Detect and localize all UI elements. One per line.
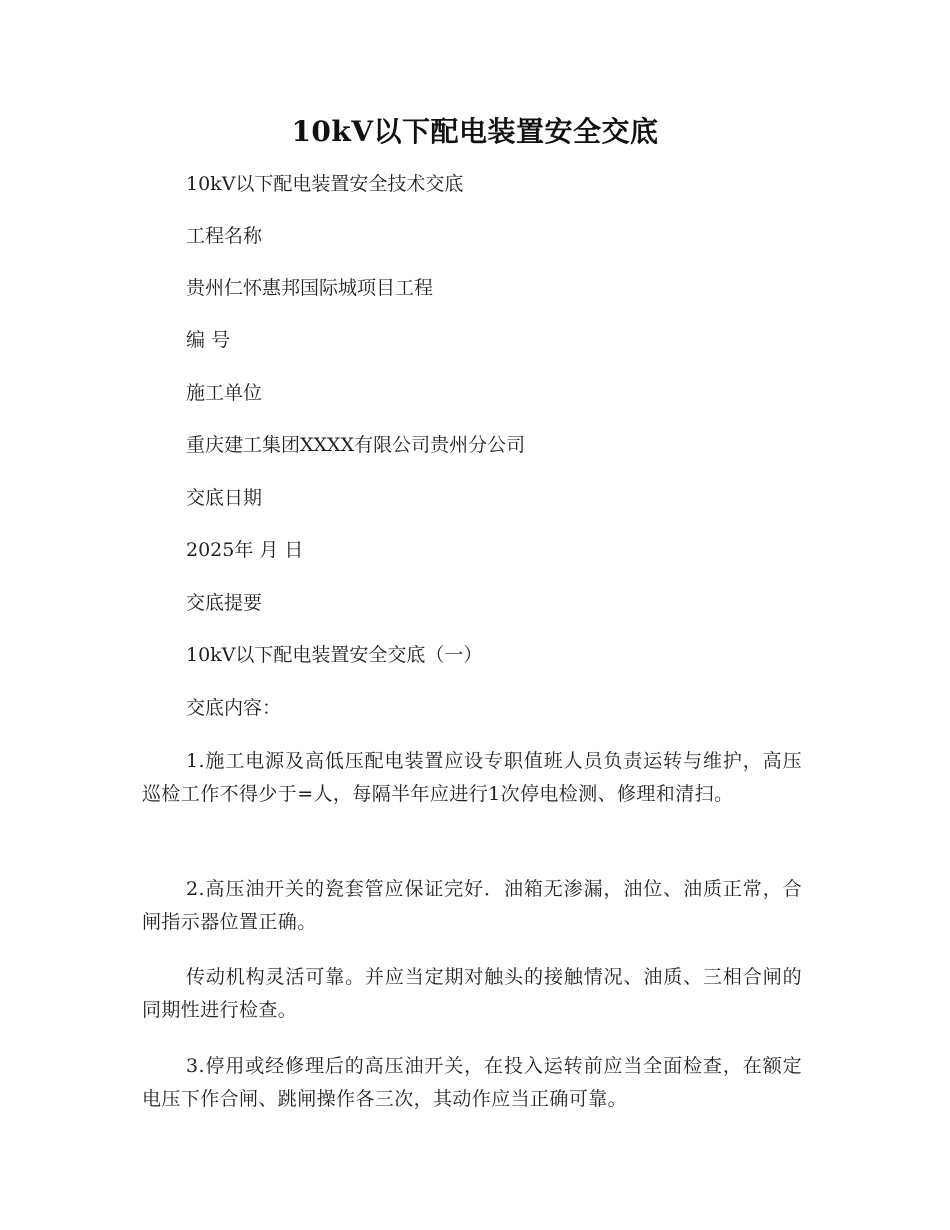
handover-date-value: 2025年 月 日 — [186, 539, 304, 561]
summary-label: 交底提要 — [186, 592, 263, 614]
content-label: 交底内容： — [186, 697, 282, 719]
paragraph-2: 2.高压油开关的瓷套管应保证完好．油箱无渗漏，油位、油质正常，合闸指示器位置正确。 — [142, 878, 802, 933]
subtitle-line: 10kV以下配电装置安全技术交底 — [186, 173, 464, 195]
project-name-label: 工程名称 — [186, 225, 263, 247]
handover-date-label: 交底日期 — [186, 487, 263, 509]
summary-value: 10kV以下配电装置安全交底（一） — [186, 644, 483, 666]
paragraph-4: 3.停用或经修理后的高压油开关，在投入运转前应当全面检查，在额定电压下作合闸、跳闸操作各三次，其动作应当正确可靠。 — [142, 1055, 802, 1110]
construction-unit-label: 施工单位 — [186, 382, 263, 404]
number-label: 编 号 — [186, 329, 231, 351]
paragraph-1: 1.施工电源及高低压配电装置应设专职值班人员负责运转与维护，高压巡检工作不得少于=人，每隔半年应进行1次停电检测、修理和清扫。 — [142, 750, 802, 805]
document-title: 10kV以下配电装置安全交底 — [291, 115, 659, 148]
construction-unit-value: 重庆建工集团XXXX有限公司贵州分公司 — [186, 434, 526, 456]
project-name-value: 贵州仁怀惠邦国际城项目工程 — [186, 277, 434, 299]
paragraph-3: 传动机构灵活可靠。并应当定期对触头的接触情况、油质、三相合闸的同期性进行检查。 — [142, 966, 802, 1021]
